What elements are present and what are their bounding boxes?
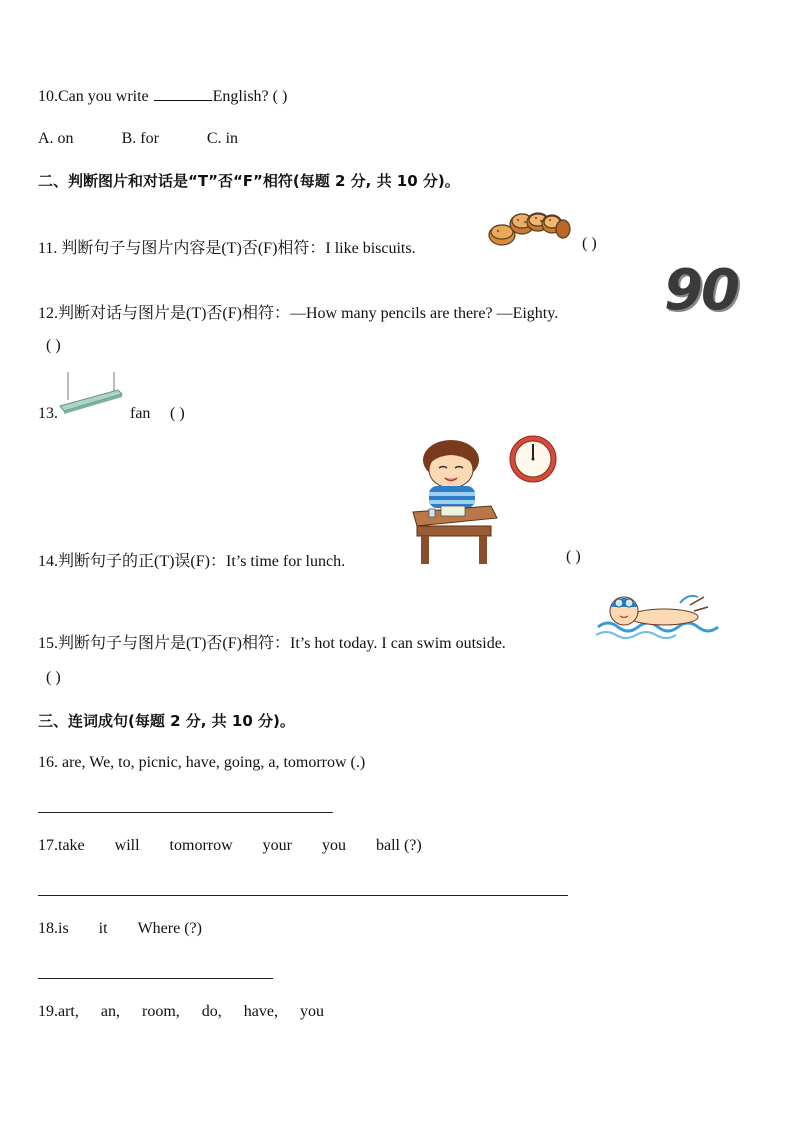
question-17 [38, 837, 422, 855]
word-you: you [321, 837, 346, 854]
question-15-bracket[interactable]: ( ) [46, 669, 61, 686]
word-it: it [98, 920, 108, 937]
question-10-prefix: 10.Can you write [38, 88, 153, 105]
question-11-text: 11. 判断句子与图片内容是(T)否(F)相符：I like biscuits. [38, 240, 416, 257]
section-2-title: 二、判断图片和对话是“T”否“F”相符(每题 2 分, 共 10 分)。 [38, 172, 460, 190]
question-18-answer-line[interactable] [38, 978, 273, 979]
question-17-answer-line[interactable] [38, 895, 568, 896]
question-10 [38, 88, 287, 106]
word-do: do, [201, 1003, 222, 1020]
question-14-text: 14.判断句子的正(T)误(F)：It’s time for lunch. [38, 553, 346, 570]
section-3-title: 三、连词成句(每题 2 分, 共 10 分)。 [38, 712, 295, 730]
question-10-blank[interactable] [154, 99, 212, 101]
word-tomorrow: tomorrow [169, 837, 233, 854]
question-13-bracket[interactable]: ( ) [170, 405, 185, 422]
question-11 [38, 235, 416, 258]
word-take: 17.take [38, 837, 85, 854]
question-12-bracket[interactable]: ( ) [46, 337, 61, 354]
question-14-bracket[interactable]: ( ) [566, 548, 581, 565]
question-10-suffix: English? ( ) [212, 88, 288, 105]
word-you: you [299, 1003, 324, 1020]
word-where: Where (?) [137, 920, 202, 937]
word-will: will [114, 837, 140, 854]
biscuits-icon [488, 208, 570, 250]
question-15-text: 15.判断句子与图片是(T)否(F)相符：It’s hot today. I can swim outside. [38, 635, 506, 652]
question-16-answer-line[interactable] [38, 812, 333, 813]
option-c[interactable]: C. in [206, 130, 239, 147]
word-art: 19.art, [38, 1003, 79, 1020]
word-an: an, [100, 1003, 120, 1020]
question-16-text: 16. are, We, to, picnic, have, going, a, tomorrow (.) [38, 754, 366, 771]
question-13-number: 13. [38, 405, 58, 422]
question-19 [38, 1003, 324, 1021]
question-11-bracket[interactable]: ( ) [582, 235, 597, 252]
swimming-boy-icon [594, 583, 712, 643]
fluorescent-lamp-icon [58, 370, 128, 418]
question-14 [38, 548, 345, 571]
word-room: room, [141, 1003, 180, 1020]
option-b[interactable]: B. for [121, 130, 159, 147]
word-ball: ball (?) [375, 837, 422, 854]
question-18 [38, 920, 202, 938]
number-ninety-image: 90 [664, 258, 738, 323]
question-15 [38, 630, 506, 653]
question-13-word: fan [130, 405, 151, 422]
word-your: your [262, 837, 292, 854]
question-12-text: 12.判断对话与图片是(T)否(F)相符：—How many pencils are there? —Eighty. [38, 305, 559, 322]
word-have: have, [243, 1003, 278, 1020]
word-is: 18.is [38, 920, 69, 937]
question-10-options [38, 130, 238, 148]
boy-eating-lunch-icon [405, 436, 500, 566]
clock-icon [508, 434, 558, 484]
question-12 [38, 300, 558, 323]
option-a[interactable]: A. on [38, 130, 74, 147]
